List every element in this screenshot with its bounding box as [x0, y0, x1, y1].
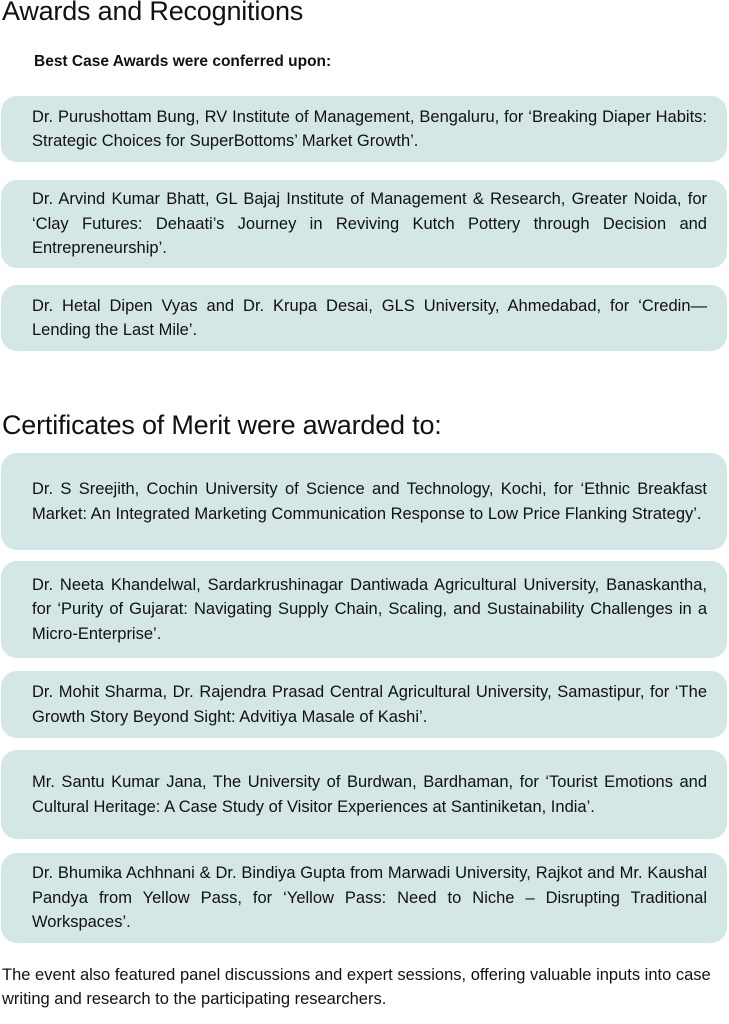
award-card [1, 285, 727, 351]
merit-card [1, 561, 727, 658]
merit-card [1, 750, 727, 839]
merit-text: Dr. Neeta Khandelwal, Sardarkrushinagar Dantiwada Agricultural University, Banaskantha, for ‘Purity of Gujarat: Navigating Supply Chain, Scaling, and Sustainability Challenges in a Micro-Enterprise’. [32, 575, 707, 643]
award-text: Dr. Hetal Dipen Vyas and Dr. Krupa Desai, GLS University, Ahmedabad, for ‘Credin—Lending the Last Mile’. [32, 296, 707, 339]
merit-heading: Certificates of Merit were awarded to: [2, 410, 442, 440]
page-title: Awards and Recognitions [2, 0, 304, 26]
footer-text: The event also featured panel discussions and expert sessions, offering valuable inputs into case writing and research to the participating researchers. [2, 966, 711, 1008]
merit-card [1, 671, 727, 738]
award-card [1, 96, 727, 162]
award-text: Dr. Arvind Kumar Bhatt, GL Bajaj Institute of Management & Research, Greater Noida, for ‘Clay Futures: Dehaati’s Journey in Reviving Kutch Pottery through Decision and Entrepreneurship’. [32, 190, 707, 258]
merit-card [1, 453, 727, 550]
best-case-intro: Best Case Awards were conferred upon: [34, 53, 332, 70]
merit-card [1, 853, 727, 943]
merit-text: Dr. Bhumika Achhnani & Dr. Bindiya Gupta from Marwadi University, Rajkot and Mr. Kaushal Pandya from Yellow Pass, for ‘Yellow Pass: Need to Niche – Disrupting Traditional Workspaces’. [32, 864, 707, 932]
merit-text: Dr. S Sreejith, Cochin University of Science and Technology, Kochi, for ‘Ethnic Breakfast Market: An Integrated Marketing Communication Response to Low Price Flanking Strategy’. [32, 480, 707, 523]
award-card [1, 180, 727, 268]
merit-text: Mr. Santu Kumar Jana, The University of Burdwan, Bardhaman, for ‘Tourist Emotions and Cultural Heritage: A Case Study of Visitor Experiences at Santiniketan, India’. [32, 773, 707, 816]
merit-text: Dr. Mohit Sharma, Dr. Rajendra Prasad Central Agricultural University, Samastipur, for ‘The Growth Story Beyond Sight: Advitiya Masale of Kashi’. [32, 683, 707, 726]
award-text: Dr. Purushottam Bung, RV Institute of Management, Bengaluru, for ‘Breaking Diaper Habits: Strategic Choices for SuperBottoms’ Market Growth’. [32, 107, 707, 150]
